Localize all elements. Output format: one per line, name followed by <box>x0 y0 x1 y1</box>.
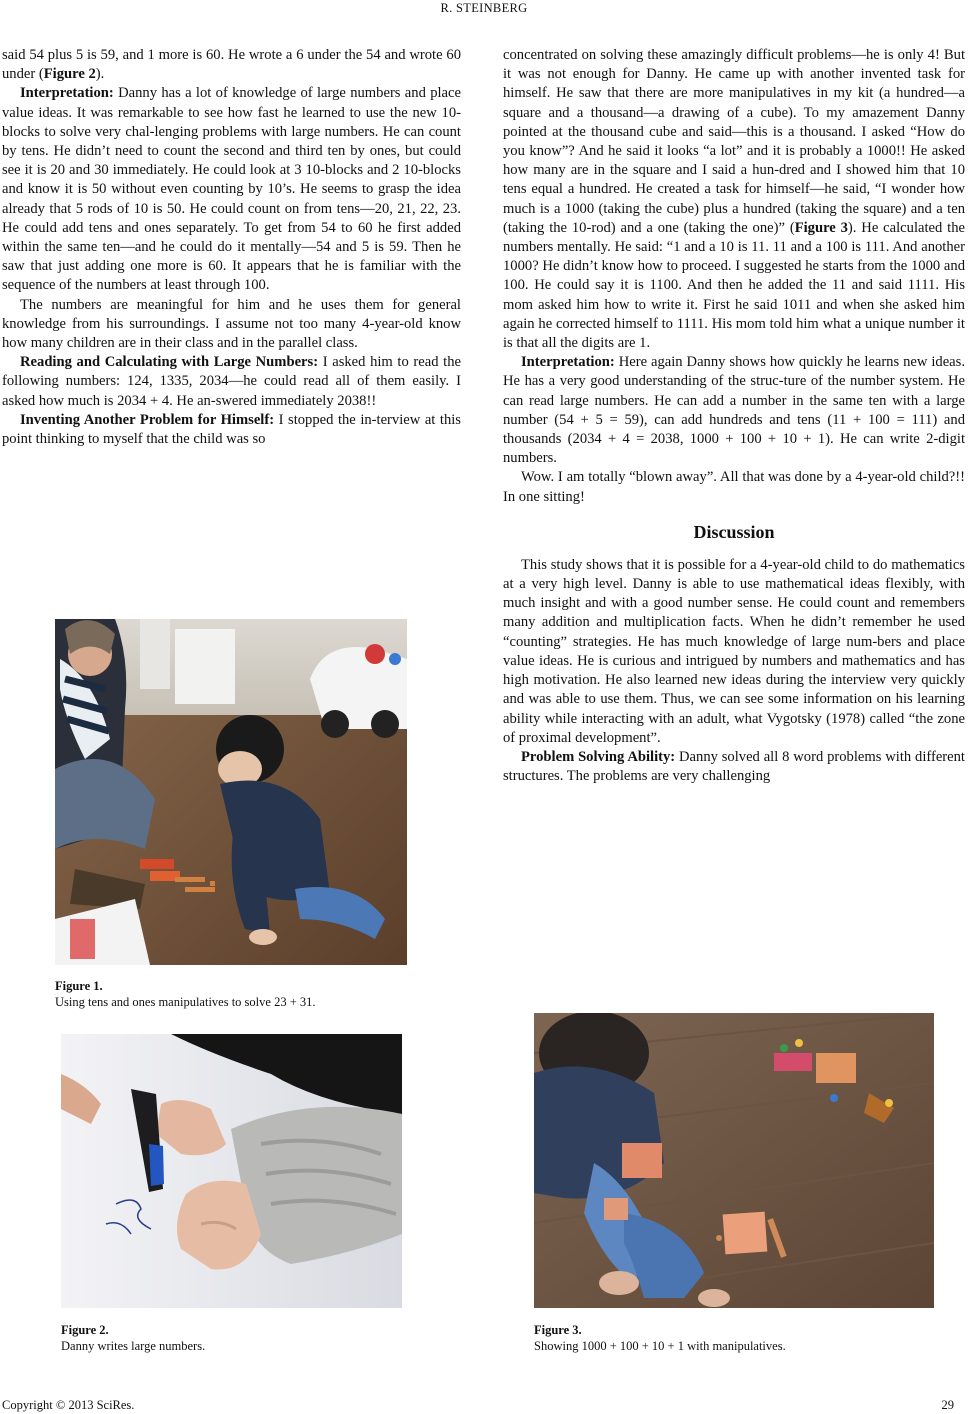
paragraph-text: concentrated on solving these amazingly difficult problems—he is only 4! But it was not enough for Danny. He came up with another invented task for himself. He saw that there are more manipulatives in my kit (a hundred—a square and a thousand—a drawing of a cube). To my amazement Danny pointed at the thousand cube and said—this is a thousand. I asked “How do you know”? And he said it looks “a lot” and it is probably a 1000!! He asked how many are in the square and I said a hun-dred and I showed him that 10 tens equal a hundred. He created a task for himself—he said, “I wonder how much is a 1000 (taking the cube) plus a hundred (taking the square) and a ten (taking the 10-rod) and a one (taking the one)” ( <box>503 47 965 236</box>
paragraph <box>2 84 461 295</box>
page-number: 29 <box>941 1398 954 1412</box>
paragraph <box>503 748 965 786</box>
figure-3-caption <box>534 1322 954 1354</box>
left-column <box>2 46 461 449</box>
paragraph: The numbers are meaningful for him and he uses them for general knowledge from his surroundings. I assume not too many 4-year-old know how many children are in their class and in the parallel class. <box>2 296 461 352</box>
figure-title: Figure 1. <box>55 979 103 993</box>
paragraph <box>2 353 461 411</box>
right-column <box>503 46 965 786</box>
paragraph-text: Here again Danny shows how quickly he learns new ideas. He has a very good understanding of the struc-ture of the number system. He can read large numbers. He can add a number in the same ten with a large number (54 + 5 = 59), can add hundreds and tens (11 + 100 = 111) and thousands (2034 + 4 = 2038, 1000 + 100 + 10 + 1). He can write 2-digit numbers. <box>503 354 965 467</box>
section-heading: Discussion <box>693 521 775 542</box>
figure-caption-text: Using tens and ones manipulatives to solve 23 + 31. <box>55 995 316 1009</box>
paragraph <box>2 46 461 84</box>
paragraph-text: said 54 plus 5 is 59, and 1 more is 60. He wrote a 6 under the 54 and wrote 60 under ( <box>2 47 461 83</box>
running-head: R. STEINBERG <box>440 1 528 15</box>
figure-caption-text: Showing 1000 + 100 + 10 + 1 with manipulatives. <box>534 1339 786 1353</box>
paragraph: Wow. I am totally “blown away”. All that was done by a 4-year-old child?!! In one sitting! <box>503 469 965 505</box>
run-in-heading: Problem Solving Ability: <box>521 748 676 765</box>
paragraph-text: ). He calculated the numbers mentally. He said: “1 and a 10 is 11. 11 and a 100 is 111. And another 1000? He didn’t know how to proceed. I suggested he starts from the 1000 and 100. He could say it is 1100. And then he added the 11 and said 1111. His mom asked him how to write it. First he said 1011 and when she asked him again he corrected himself to 1111. His mom told him what a unique number it is that all the digits are 1. <box>503 219 965 352</box>
run-in-heading: Reading and Calculating with Large Numbers: <box>20 354 319 371</box>
paragraph-text: Danny solved all 8 word problems with different structures. The problems are very challenging <box>503 748 965 785</box>
paragraph-text: Danny has a lot of knowledge of large numbers and place value ideas. It was remarkable to see how fast he learned to use the new 10-blocks to solve very chal-lenging problems with large numbers. He can count by tens. He didn’t need to count the second and third ten by ones, but could see it is 20 and 30 immediately. He could look at 3 10-blocks and 2 10-blocks and know it is 50 without even counting by 10’s. He seems to grasp the idea already that 5 rods of 10 is 50. He could count on from tens—20, 21, 22, 23. He could add tens and ones separately. To get from 54 to 60 he first added within the same ten—and he could do it mentally—54 and 5 is 59. Then he saw that just adding one more is 60. It appears that he is familiar with the sequence of the numbers at least through 100. <box>2 85 461 294</box>
figure-1-caption <box>55 978 455 1010</box>
run-in-heading: Inventing Another Problem for Himself: <box>20 411 275 428</box>
paragraph-text: ). <box>95 66 105 83</box>
figure-2-reference: Figure 2 <box>43 66 96 83</box>
paragraph-text: I stopped the in-terview at this point thinking to myself that the child was so <box>2 411 461 448</box>
paragraph-text: I asked him to read the following numbers: 124, 1335, 2034—he could read all of them easily. I asked how much is 2034 + 4. He an-swered immediately 2038!! <box>2 354 462 409</box>
run-in-heading: Interpretation: <box>20 85 114 102</box>
figure-2-caption <box>61 1322 461 1354</box>
figure-3-photo <box>534 1013 934 1308</box>
figure-3-reference: Figure 3 <box>794 219 848 236</box>
paragraph <box>2 411 461 449</box>
figure-title: Figure 3. <box>534 1323 582 1337</box>
figure-2-photo <box>61 1034 402 1308</box>
run-in-heading: Interpretation: <box>521 354 615 371</box>
paragraph <box>503 46 965 353</box>
paragraph: This study shows that it is possible for a 4-year-old child to do mathematics at a very high level. Danny is able to use mathematical ideas flexibly, with much insight and with a good number sense. He could count and remembers many addition and multiplication facts. When he didn’t remember he used “counting” strategies. He has much knowledge of large num-bers and place value ideas. He is curious and intrigued by numbers and mathematics and has high motivation. He also learned new ideas during the interview very quickly and was able to use them. Thus, we can see some information on his learning ability while interacting with an adult, what Vygotsky (1978) called “the zone of proximal development”. <box>503 556 965 746</box>
copyright-notice: Copyright © 2013 SciRes. <box>2 1398 135 1412</box>
paragraph <box>503 353 965 468</box>
figure-title: Figure 2. <box>61 1323 109 1337</box>
figure-1-photo <box>55 619 407 965</box>
figure-caption-text: Danny writes large numbers. <box>61 1339 206 1353</box>
